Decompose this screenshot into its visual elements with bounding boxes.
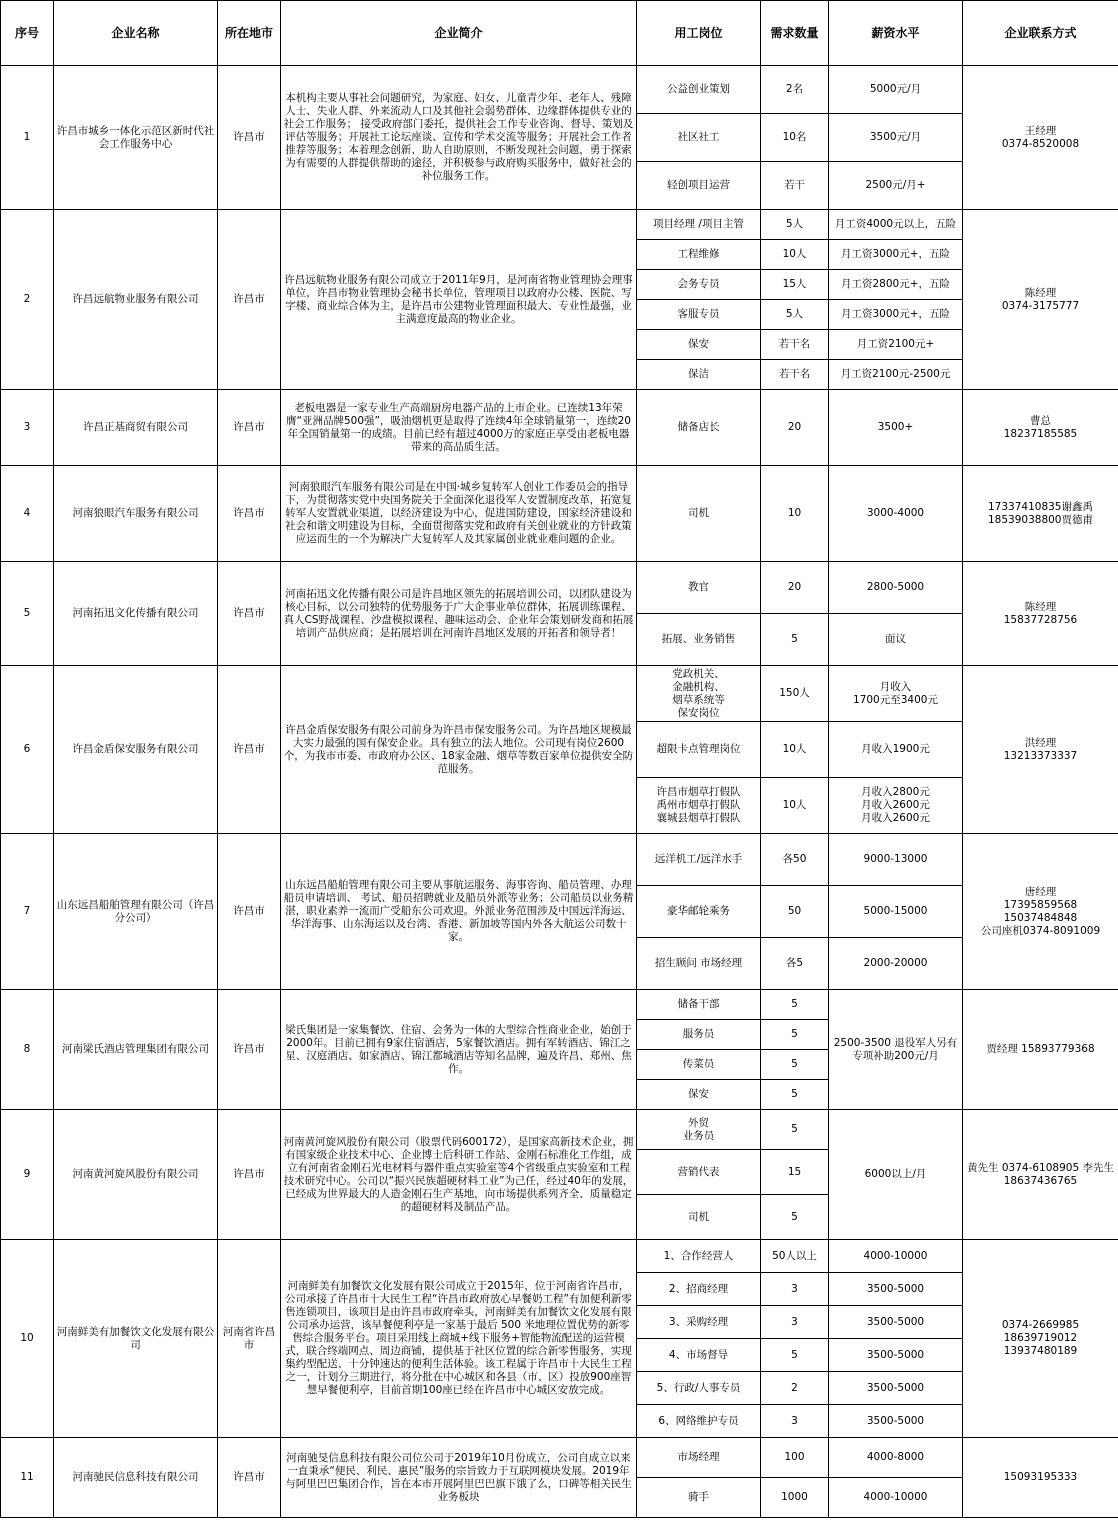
job-count: 5: [761, 1020, 829, 1050]
header-contact: 企业联系方式: [963, 1, 1118, 66]
job-salary: 月工资3000元+，五险: [829, 300, 963, 330]
table-row: [1, 66, 1118, 114]
job-salary: 月收入2800元 月收入2600元 月收入2600元: [829, 778, 963, 834]
job-count: 3: [761, 1273, 829, 1306]
job-count: 2名: [761, 66, 829, 114]
row-number: 1: [1, 66, 54, 210]
job-post: 轻创项目运营: [637, 162, 761, 210]
job-salary: 月工资4000元以上，五险: [829, 210, 963, 240]
job-count: 10人: [761, 722, 829, 778]
company-name: 许昌金盾保安服务有限公司: [54, 666, 218, 834]
job-salary: 4000-10000: [829, 1240, 963, 1273]
company-contact: 0374-2669985 18639719012 13937480189: [963, 1240, 1118, 1438]
job-post: 3、采购经理: [637, 1306, 761, 1339]
company-contact: 王经理 0374-8520008: [963, 66, 1118, 210]
job-post: 2、招商经理: [637, 1273, 761, 1306]
header-intro: 企业简介: [281, 1, 637, 66]
job-salary: 3000-4000: [829, 466, 963, 562]
job-post: 招生顾问 市场经理: [637, 938, 761, 990]
table-row: [1, 210, 1118, 240]
row-number: 6: [1, 666, 54, 834]
row-number: 2: [1, 210, 54, 390]
company-city: 许昌市: [218, 210, 281, 390]
row-number: 4: [1, 466, 54, 562]
job-post: 1、合作经营人: [637, 1240, 761, 1273]
job-post: 会务专员: [637, 270, 761, 300]
company-city: 许昌市: [218, 990, 281, 1110]
company-intro: 老板电器是一家专业生产高端厨房电器产品的上市企业。已连续13年荣膺“亚洲品牌500强”，吸油烟机更是取得了连续4年全球销量第一，连续20年全国销量第一的成绩。目前已经有超过4000万的家庭正享受由老板电器带来的高品质生活。: [281, 390, 637, 466]
company-intro: 河南黄河旋风股份有限公司（股票代码600172），是国家高新技术企业，拥有国家级企业技术中心、企业博士后科研工作站、金刚石标准化工作组，成立有河南省金刚石光电材料与器件重点实验室等4个省级重点实验室和工程技术研究中心。公司以“振兴民族超硬材料工业”为己任，经过40年的发展，已经成为世界最大的人造金刚石生产基地，向市场提供系列齐全、质量稳定的超硬材料及制品产品。: [281, 1110, 637, 1240]
job-post: 客服专员: [637, 300, 761, 330]
company-contact: 陈经理 0374-3175777: [963, 210, 1118, 390]
table-row: [1, 1240, 1118, 1273]
company-contact: 贾经理 15893779368: [963, 990, 1118, 1110]
job-count: 5: [761, 1339, 829, 1372]
job-count: 5: [761, 1080, 829, 1110]
job-post: 骑手: [637, 1478, 761, 1518]
job-count: 10人: [761, 240, 829, 270]
company-name: 许昌远航物业服务有限公司: [54, 210, 218, 390]
company-contact: 15093195333: [963, 1438, 1118, 1518]
company-city: 河南省许昌市: [218, 1240, 281, 1438]
company-city: 许昌市: [218, 66, 281, 210]
job-salary: 3500-5000: [829, 1339, 963, 1372]
job-count: 20: [761, 562, 829, 614]
company-city: 许昌市: [218, 666, 281, 834]
job-post: 超限卡点管理岗位: [637, 722, 761, 778]
job-salary: 2800-5000: [829, 562, 963, 614]
table-row: [1, 834, 1118, 886]
company-intro: 河南狼眼汽车服务有限公司是在中国·城乡复转军人创业工作委员会的指导下，为贯彻落实党中央国务院关于全面深化退役军人安置制度改革，拓宽复转军人安置就业渠道，以经济建设为中心，促进国防建设，国家经济建设和社会和谐文明建设为目标，全面贯彻落实党和政府有关创业就业的方针政策应运而生的一个为解决广大复转军人及其家属创业就业难问题的企业。: [281, 466, 637, 562]
table-row: [1, 666, 1118, 722]
job-post: 党政机关、 金融机构、 烟草系统等 保安岗位: [637, 666, 761, 722]
row-number: 8: [1, 990, 54, 1110]
job-post: 拓展、业务销售: [637, 614, 761, 666]
job-count: 若干名: [761, 330, 829, 360]
job-post: 豪华邮轮乘务: [637, 886, 761, 938]
company-name: 山东远昌船舶管理有限公司（许昌分公司）: [54, 834, 218, 990]
job-post: 项目经理 /项目主管: [637, 210, 761, 240]
job-salary: 月收入1900元: [829, 722, 963, 778]
job-count: 2: [761, 1372, 829, 1405]
job-salary: 月工资2800元+，五险: [829, 270, 963, 300]
company-city: 许昌市: [218, 834, 281, 990]
company-intro: 河南驰旻信息科技有限公司位公司于2019年10月份成立，公司自成立以来一直秉承“便民、利民、惠民”服务的宗旨致力于互联网模块发展。2019年与阿里巴巴集团合作，旨在本市开展阿里巴巴旗下饿了么，口碑等相关民生业务板块: [281, 1438, 637, 1518]
company-city: 许昌市: [218, 390, 281, 466]
company-contact: 曹总 18237185585: [963, 390, 1118, 466]
row-number: 9: [1, 1110, 54, 1240]
job-post: 司机: [637, 1195, 761, 1240]
job-salary: 9000-13000: [829, 834, 963, 886]
job-salary: 3500+: [829, 390, 963, 466]
job-count: 5: [761, 1110, 829, 1150]
job-salary: 2500-3500 退役军人另有专项补助200元/月: [829, 990, 963, 1110]
job-post: 5、行政/人事专员: [637, 1372, 761, 1405]
job-post: 保洁: [637, 360, 761, 390]
table-row: [1, 990, 1118, 1020]
job-count: 20: [761, 390, 829, 466]
row-number: 5: [1, 562, 54, 666]
job-count: 5人: [761, 210, 829, 240]
table-row: [1, 1110, 1118, 1150]
row-number: 11: [1, 1438, 54, 1518]
table-row: [1, 562, 1118, 614]
job-salary: 4000-8000: [829, 1438, 963, 1478]
company-intro: 山东远昌船舶管理有限公司主要从事航运服务、海事咨询、船员管理、办理船员申请培训、 考试、船员招聘就业及船员外派等业务；公司船员以业务精湛，职业素养一流而广受船东公司欢迎。外派业务范围涉及中国远洋海运、华洋海事、山东海运以及台湾、香港、新加坡等国内外各大航运公司数十家。: [281, 834, 637, 990]
company-name: 河南驰民信息科技有限公司: [54, 1438, 218, 1518]
job-salary: 3500元/月: [829, 114, 963, 162]
job-post: 远洋机工/远洋水手: [637, 834, 761, 886]
job-salary: 4000-10000: [829, 1478, 963, 1518]
job-post: 保安: [637, 330, 761, 360]
company-name: 许昌市城乡一体化示范区新时代社会工作服务中心: [54, 66, 218, 210]
company-name: 河南黄河旋风股份有限公司: [54, 1110, 218, 1240]
row-number: 7: [1, 834, 54, 990]
job-post: 公益创业策划: [637, 66, 761, 114]
header-post: 用工岗位: [637, 1, 761, 66]
header-no: 序号: [1, 1, 54, 66]
job-count: 5: [761, 1195, 829, 1240]
company-contact: 陈经理 15837728756: [963, 562, 1118, 666]
job-salary: 3500-5000: [829, 1372, 963, 1405]
job-post: 教官: [637, 562, 761, 614]
job-salary: 2000-20000: [829, 938, 963, 990]
job-post: 保安: [637, 1080, 761, 1110]
job-count: 100: [761, 1438, 829, 1478]
job-post: 4、市场督导: [637, 1339, 761, 1372]
job-post: 储备店长: [637, 390, 761, 466]
header-city: 所在地市: [218, 1, 281, 66]
job-post: 外贸 业务员: [637, 1110, 761, 1150]
job-post: 储备干部: [637, 990, 761, 1020]
job-count: 15: [761, 1150, 829, 1195]
job-salary: 5000-15000: [829, 886, 963, 938]
header-row: [1, 1, 1118, 66]
table-row: [1, 466, 1118, 562]
job-count: 若干: [761, 162, 829, 210]
table-row: [1, 1438, 1118, 1478]
company-name: 河南拓迅文化传播有限公司: [54, 562, 218, 666]
job-salary: 3500-5000: [829, 1306, 963, 1339]
job-salary: 面议: [829, 614, 963, 666]
job-post: 服务员: [637, 1020, 761, 1050]
header-salary: 薪资水平: [829, 1, 963, 66]
job-count: 5: [761, 614, 829, 666]
job-post: 社区社工: [637, 114, 761, 162]
job-salary: 6000以上/月: [829, 1110, 963, 1240]
job-count: 5: [761, 990, 829, 1020]
row-number: 3: [1, 390, 54, 466]
company-contact: 17337410835谢鑫禹 18539038800贾德甫: [963, 466, 1118, 562]
job-post: 许昌市烟草打假队 禹州市烟草打假队 襄城县烟草打假队: [637, 778, 761, 834]
job-post: 传菜员: [637, 1050, 761, 1080]
job-count: 3: [761, 1306, 829, 1339]
job-salary: 3500-5000: [829, 1405, 963, 1438]
row-number: 10: [1, 1240, 54, 1438]
header-count: 需求数量: [761, 1, 829, 66]
job-count: 10人: [761, 778, 829, 834]
company-intro: 本机构主要从事社会问题研究，为家庭、妇女、儿童青少年、老年人、残障人士、失业人群、外来流动人口及其他社会弱势群体、边缘群体提供专业的社会工作服务； 接受政府部门委托，提供社会工作专业咨询、督导、策划及评估等服务；开展社工论坛座谈、宣传和学术交流等服务；开展社会工作者推荐等服务；本着理念创新、助人自助原则，不断发现社会问题，勇于探索为有需要的人群提供帮助的途径，并积极参与政府购买服务中，做好社会的补位服务工作。: [281, 66, 637, 210]
job-post: 营销代表: [637, 1150, 761, 1195]
company-contact: 唐经理 17395859568 15037484848 公司座机0374-8091009: [963, 834, 1118, 990]
job-post: 工程维修: [637, 240, 761, 270]
company-city: 许昌市: [218, 562, 281, 666]
company-intro: 梁氏集团是一家集餐饮、住宿、会务为一体的大型综合性商业企业，始创于2000年。目前已拥有9家住宿酒店，5家餐饮酒店。拥有军转酒店、锦江之星、汉庭酒店、如家酒店、锦江都城酒店等知名品牌，遍及许昌、郑州、焦作。: [281, 990, 637, 1110]
company-intro: 许昌远航物业服务有限公司成立于2011年9月，是河南省物业管理协会理事单位，许昌市物业管理协会秘书长单位，管理项目以政府办公楼、医院、写字楼、商业综合体为主，是许昌市公建物业管理面积最大、专业性最强，业主满意度最高的物业企业。: [281, 210, 637, 390]
job-salary: 3500-5000: [829, 1273, 963, 1306]
job-count: 50人以上: [761, 1240, 829, 1273]
company-city: 许昌市: [218, 1110, 281, 1240]
company-name: 许昌正基商贸有限公司: [54, 390, 218, 466]
company-city: 许昌市: [218, 466, 281, 562]
job-count: 各50: [761, 834, 829, 886]
job-salary: 月工资2100元+: [829, 330, 963, 360]
job-post: 市场经理: [637, 1438, 761, 1478]
company-name: 河南梁氏酒店管理集团有限公司: [54, 990, 218, 1110]
table-row: [1, 390, 1118, 466]
job-count: 各5: [761, 938, 829, 990]
company-contact: 洪经理 13213373337: [963, 666, 1118, 834]
job-salary: 月工资3000元+，五险: [829, 240, 963, 270]
job-post: 司机: [637, 466, 761, 562]
job-count: 150人: [761, 666, 829, 722]
company-name: 河南鲜美有加餐饮文化发展有限公司: [54, 1240, 218, 1438]
job-post: 6、网络维护专员: [637, 1405, 761, 1438]
job-count: 若干名: [761, 360, 829, 390]
job-count: 15人: [761, 270, 829, 300]
company-city: 许昌市: [218, 1438, 281, 1518]
job-count: 5人: [761, 300, 829, 330]
company-contact: 黄先生 0374-6108905 李先生 18637436765: [963, 1110, 1118, 1240]
job-salary: 月工资2100元-2500元: [829, 360, 963, 390]
job-salary: 5000元/月: [829, 66, 963, 114]
header-company: 企业名称: [54, 1, 218, 66]
job-count: 5: [761, 1050, 829, 1080]
job-count: 3: [761, 1405, 829, 1438]
job-salary: 月收入 1700元至3400元: [829, 666, 963, 722]
job-count: 1000: [761, 1478, 829, 1518]
company-name: 河南狼眼汽车服务有限公司: [54, 466, 218, 562]
job-count: 50: [761, 886, 829, 938]
company-intro: 许昌金盾保安服务有限公司前身为许昌市保安服务公司。为许昌地区规模最大实力最强的国有保安企业。具有独立的法人地位。公司现有岗位2600个，为我市市委、市政府办公区、18家金融、烟草等数百家单位提供安全防范服务。: [281, 666, 637, 834]
job-count: 10名: [761, 114, 829, 162]
company-intro: 河南拓迅文化传播有限公司是许昌地区领先的拓展培训公司，以团队建设为核心目标，以公司独特的优势服务于广大企事业单位群体，拓展训练课程、真人CS野战课程、沙盘模拟课程、趣味运动会、企业年会策划研发商和拓展培训产品供应商；是拓展培训在河南许昌地区发展的开拓者和领导者！: [281, 562, 637, 666]
job-salary: 2500元/月+: [829, 162, 963, 210]
job-count: 10: [761, 466, 829, 562]
company-intro: 河南鲜美有加餐饮文化发展有限公司成立于2015年，位于河南省许昌市，公司承接了许昌市十大民生工程“许昌市政府放心早餐奶工程”有加便利新零售连锁项目，该项目是由许昌市政府牵头，河南鲜美有加餐饮文化发展有限公司承办运营，该早餐便利亭是一家基于最后 500 米地理位置优势的新零售综合服务平台。项目采用线上商城+线下服务+智能物流配送的运营模式，联合终端网点、周边商铺，提供基于社区位置的综合新零售服务，实现集约型配送、十分钟速达的便利生活体验。该工程属于许昌市十大民生工程之一，计划分三期进行，将分批在中心城区和各县（市、区）投放900座智慧早餐便利亭，目前首期100座已经在许昌市中心城区安放完成。: [281, 1240, 637, 1438]
